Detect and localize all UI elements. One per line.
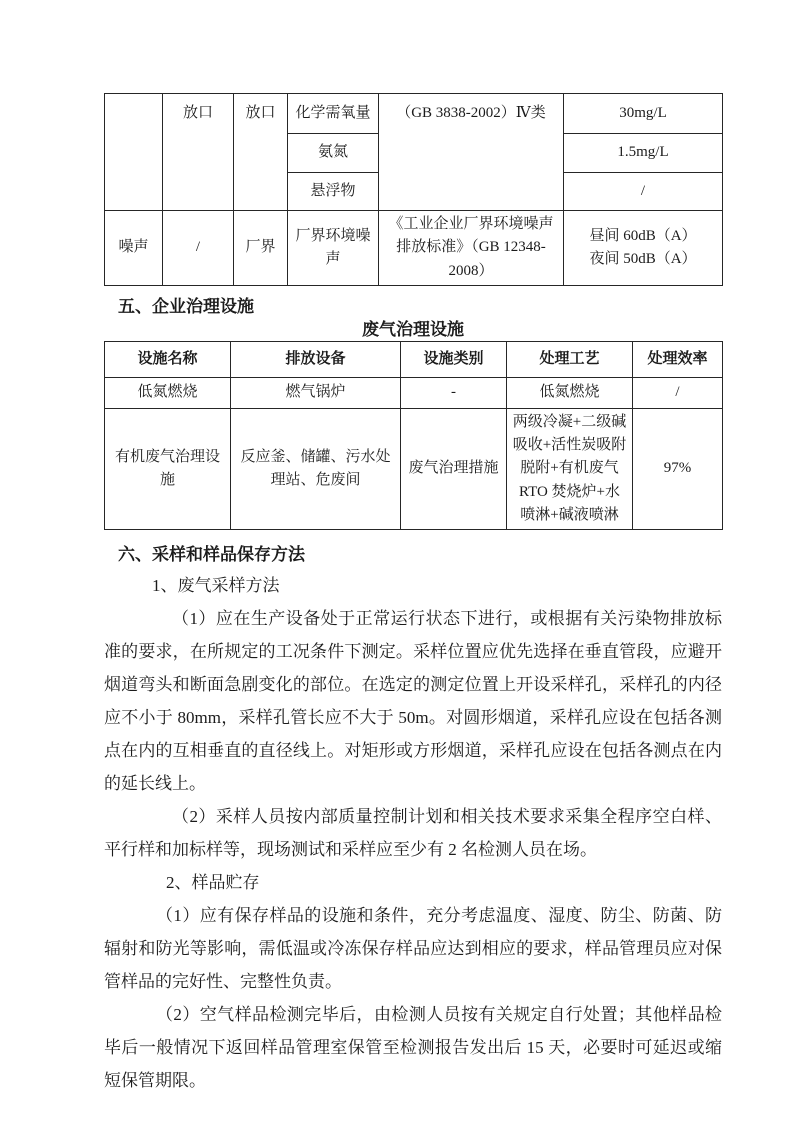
section5-heading: 五、企业治理设施 [118,296,254,316]
cell-facility-name: 低氮燃烧 [105,377,231,408]
section6-body [104,569,722,1097]
treatment-table-title: 废气治理设施 [362,319,464,339]
paragraph-sampling-2: （2）采样人员按内部质量控制计划和相关技术要求采集全程序空白样、平行样和加标样等，现场测试和采样应至少有 2 名检测人员在场。 [104,807,722,859]
paragraph-sampling-1: （1）应在生产设备处于正常运行状态下进行，或根据有关污染物排放标准的要求，在所规定的工况条件下测定。采样位置应优先选择在垂直管段，应避开烟道弯头和断面急剧变化的部位。在选定的测定位置上开设采样孔，采样孔的内径应不小于 80mm，采样孔管长应不大于 50m。对圆形烟道，采样孔应设在包括各测点在内的互相垂直的直径线上。对矩形或方形烟道，采样孔应设在包括各测点在内的延长线上。 [104,609,722,793]
outlet-right-cell: 放口 [234,94,288,211]
noise-param-cell: 厂界环境噪声 [288,211,379,286]
table-row [105,408,723,529]
cell-category: 废气治理措施 [401,408,507,529]
cell-equipment: 燃气锅炉 [231,377,401,408]
noise-limit-night: 夜间 50dB（A） [589,250,697,267]
table-row [105,377,723,408]
water-standard-cell: （GB 3838-2002）Ⅳ类 [379,94,564,211]
header-emission-equipment: 排放设备 [231,341,401,377]
subheading-sample-storage: 2、样品贮存 [166,873,260,892]
cell-process: 两级冷凝+二级碱吸收+活性炭吸附脱附+有机废气RTO 焚烧炉+水喷淋+碱液喷淋 [507,408,633,529]
cell-category: - [401,377,507,408]
outlet-left-cell: 放口 [163,94,234,211]
noise-limit-day: 昼间 60dB（A） [589,227,697,244]
param-cod-cell: 化学需氧量 [288,94,379,134]
header-facility-category: 设施类别 [401,341,507,377]
blank-cell [105,94,163,211]
treatment-table [104,341,723,530]
param-nh3-cell: 氨氮 [288,134,379,173]
header-facility-name: 设施名称 [105,341,231,377]
paragraph-storage-1: （1）应有保存样品的设施和条件，充分考虑温度、湿度、防尘、防菌、防辐射和防光等影响，需低温或冷冻保存样品应达到相应的要求，样品管理员应对保管样品的完好性、完整性负责。 [104,906,722,991]
param-ss-cell: 悬浮物 [288,173,379,211]
header-process: 处理工艺 [507,341,633,377]
noise-standard-cell: 《工业企业厂界环境噪声排放标准》（GB 12348-2008） [379,211,564,286]
limit-ss-cell: / [564,173,723,211]
cell-facility-name: 有机废气治理设施 [105,408,231,529]
subheading-gas-sampling: 1、废气采样方法 [152,576,280,595]
noise-limit-cell [564,211,723,286]
header-efficiency: 处理效率 [633,341,723,377]
cell-efficiency: / [633,377,723,408]
cell-efficiency: 97% [633,408,723,529]
section6-heading: 六、采样和样品保存方法 [118,545,305,564]
limit-cod-cell: 30mg/L [564,94,723,134]
noise-outlet-cell: / [163,211,234,286]
paragraph-storage-2: （2）空气样品检测完毕后，由检测人员按有关规定自行处置；其他样品检毕后一般情况下返回样品管理室保管至检测报告发出后 15 天，必要时可延迟或缩短保管期限。 [104,1005,722,1090]
noise-boundary-cell: 厂界 [234,211,288,286]
treatment-table-header-row [105,341,723,377]
monitoring-table [104,93,723,286]
noise-item-cell: 噪声 [105,211,163,286]
cell-equipment: 反应釜、储罐、污水处理站、危废间 [231,408,401,529]
cell-process: 低氮燃烧 [507,377,633,408]
limit-nh3-cell: 1.5mg/L [564,134,723,173]
